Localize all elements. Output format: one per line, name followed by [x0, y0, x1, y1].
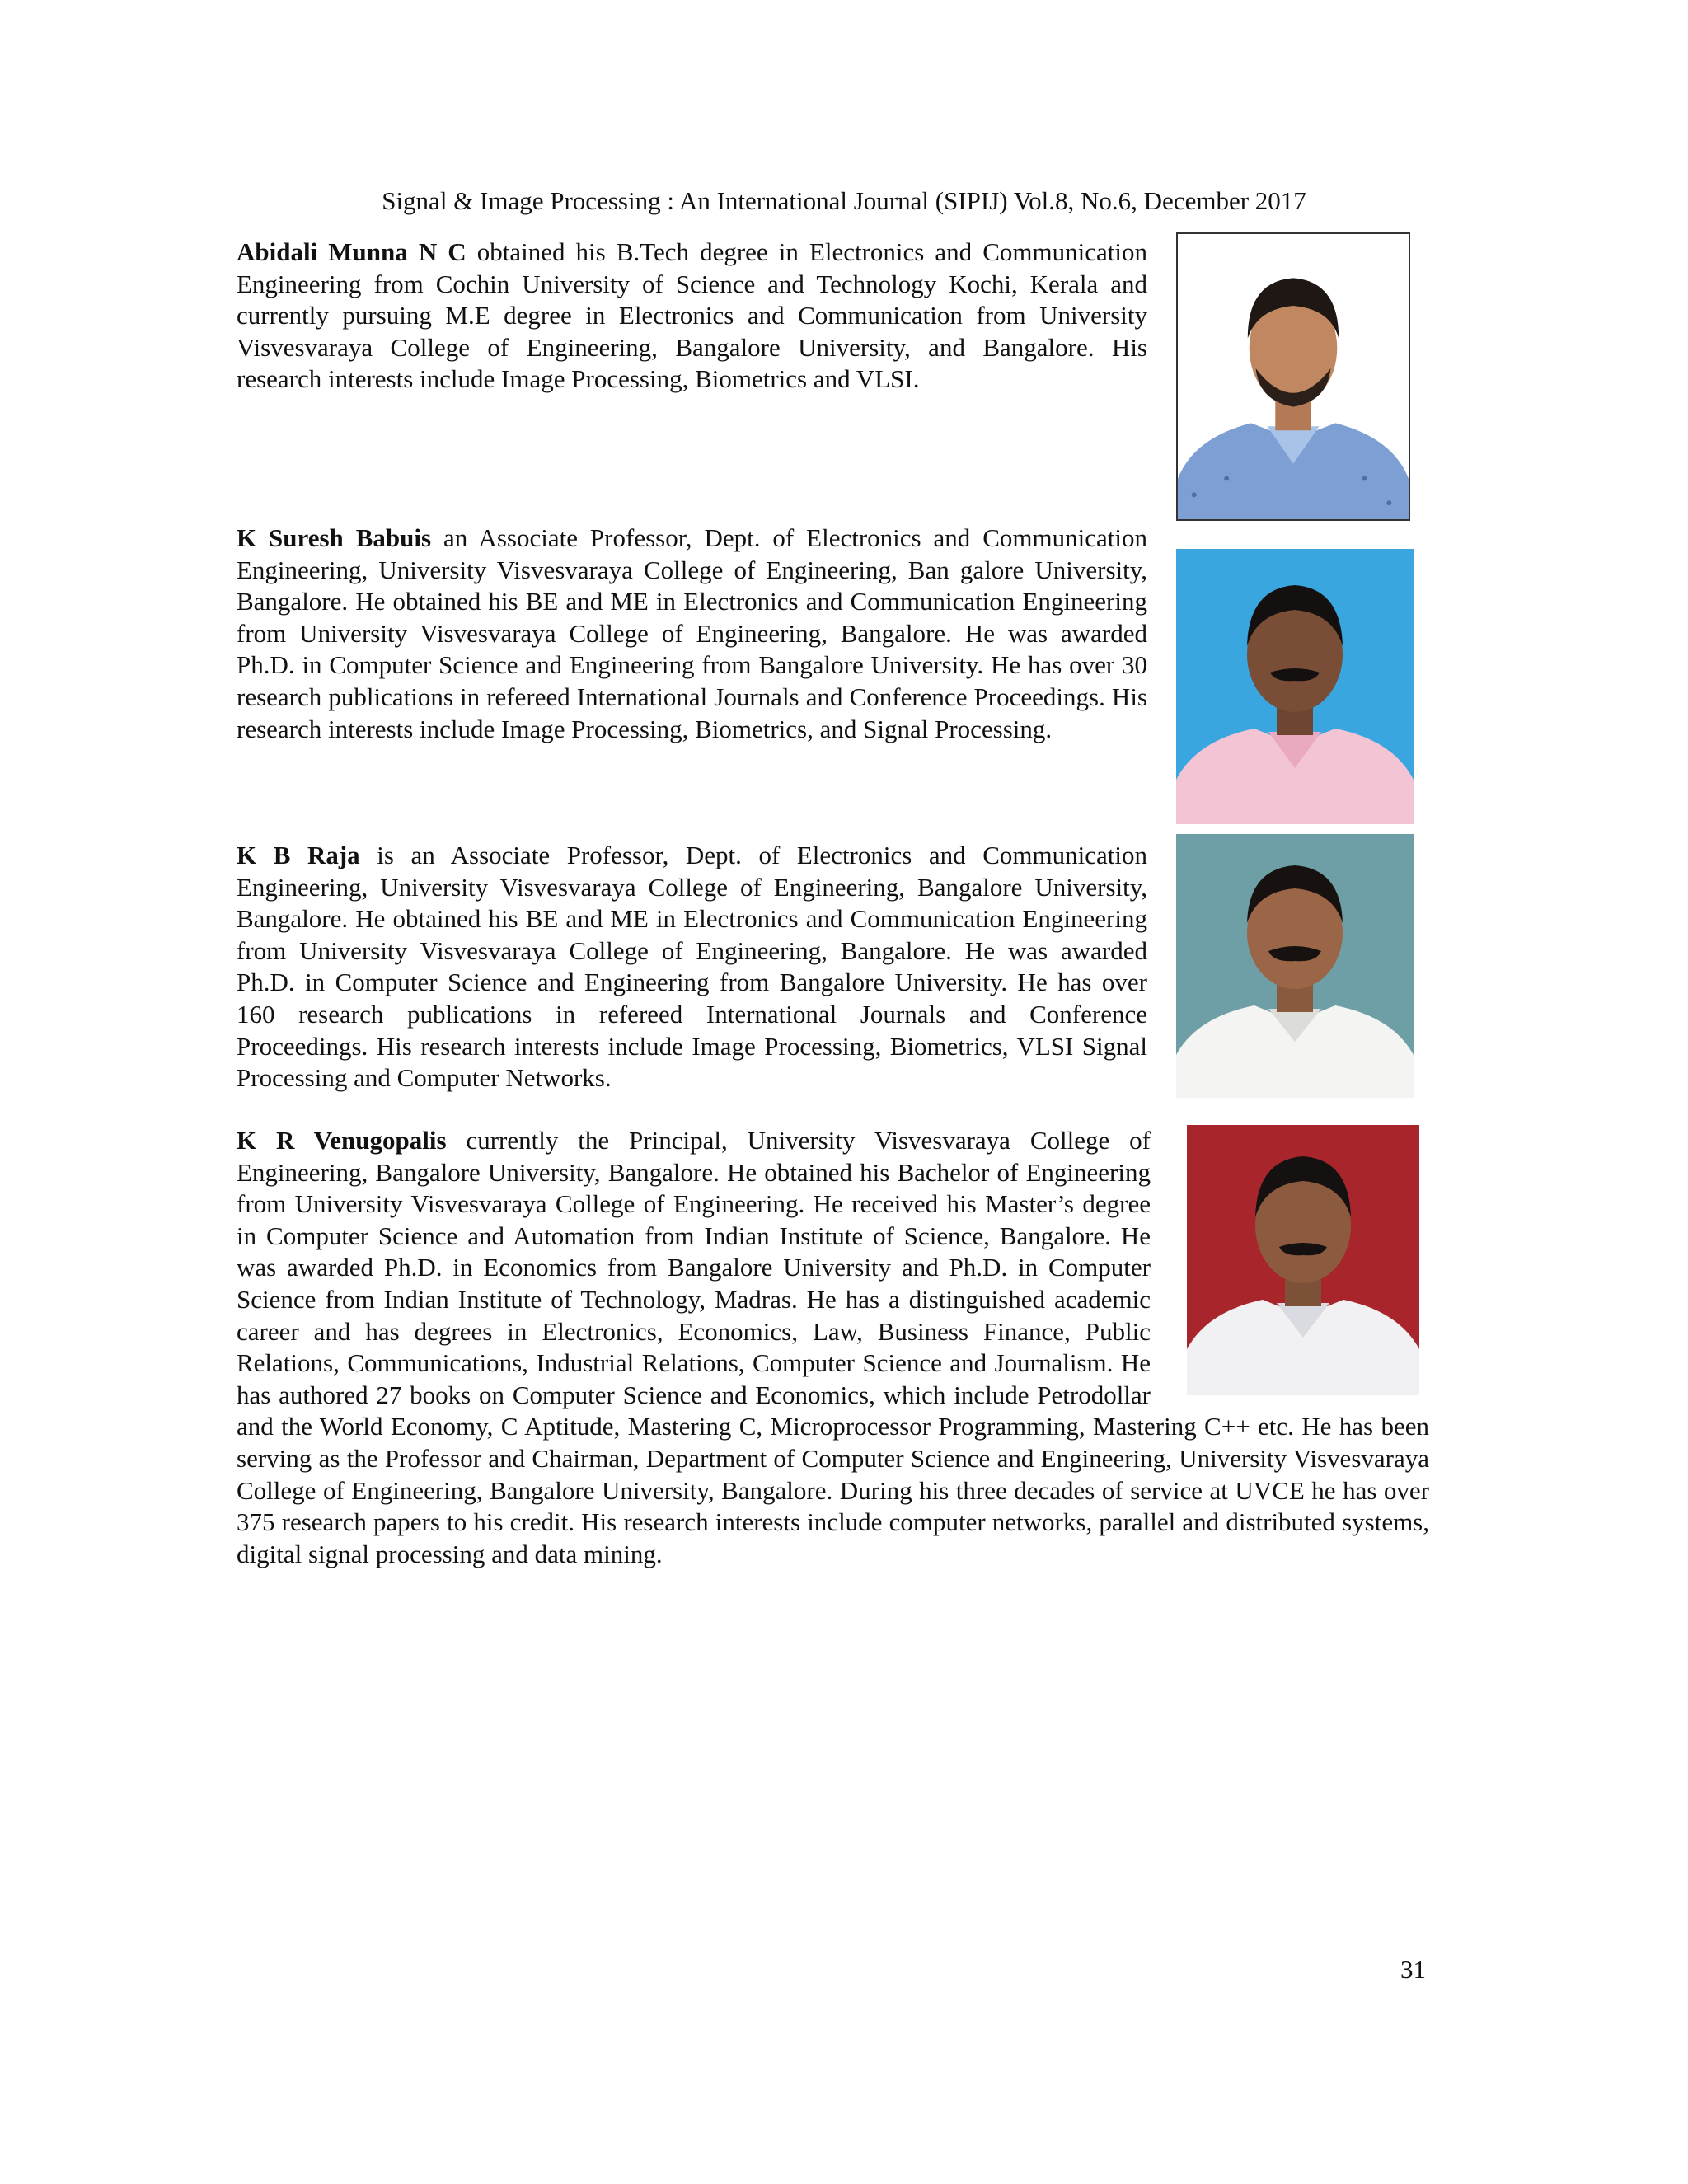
- page-number: 31: [1400, 1955, 1426, 1984]
- author-name: K R Venugopalis: [237, 1126, 447, 1155]
- author-bio-raja: [237, 840, 1147, 1094]
- author-bio-text: is an Associate Professor, Dept. of Electronics and Communication Engineering, University Visvesvaraya College of Engineering, Bangalore University, Bangalore. He obtained his BE and ME in Electronics and Communication Engineering from University Visvesvaraya College of Engineering, Bangalore. He was awarded Ph.D. in Computer Science and Engineering from Bangalore University. He has over 160 research publications in refereed International Journals and Conference Proceedings. His research interests include Image Processing, Biometrics, VLSI Signal Processing and Computer Networks.: [237, 841, 1147, 1093]
- author-bio-text: currently the Principal, University Visvesvaraya College of Engineering, Bangalore University, Bangalore. He obtained his Bachelor of Engineering from University Visvesvaraya College of Engineering. He received his Master’s degree in Computer Science and Automation from Indian Institute of Science, Bangalore. He was awarded Ph.D. in Economics from Bangalore University and Ph.D. in Computer Science from Indian Institute of Technology, Madras. He has a distinguished academic career and has degrees in Electronics, Economics, Law, Business Finance, Public Relations, Communications, Industrial Relations, Computer Science and Journalism. He has authored 27 books on Computer Science and Economics, which include Petrodollar and the World Economy, C Aptitude, Mastering C, Microprocessor Programming, Mastering C++ etc. He has been serving as the Professor and Chairman, Department of Computer Science and Engineering, University Visvesvaraya College of Engineering, Bangalore University, Bangalore. During his three decades of service at UVCE he has over 375 research papers to his credit. His research interests include computer networks, parallel and distributed systems, digital signal processing and data mining.: [237, 1126, 1429, 1568]
- author-bio-abidali: [237, 237, 1147, 396]
- author-bio-text: an Associate Professor, Dept. of Electronics and Communication Engineering, University Visvesvaraya College of Engineering, Ban galore University, Bangalore. He obtained his BE and ME in Electronics and Communication Engineering from University Visvesvaraya College of Engineering, Bangalore. He was awarded Ph.D. in Computer Science and Engineering from Bangalore University. He has over 30 research publications in refereed International Journals and Conference Proceedings. His research interests include Image Processing, Biometrics, and Signal Processing.: [237, 523, 1147, 743]
- author-bio-suresh-babu: [237, 523, 1147, 745]
- author-photo-raja: [1176, 834, 1414, 1098]
- author-name: K Suresh Babuis: [237, 523, 432, 552]
- author-name: Abidali Munna N C: [237, 237, 467, 266]
- author-bio-text: obtained his B.Tech degree in Electronics and Communication Engineering from Cochin University of Science and Technology Kochi, Kerala and currently pursuing M.E degree in Electronics and Communication from University Visvesvaraya College of Engineering, Bangalore University, and Bangalore. His research interests include Image Processing, Biometrics and VLSI.: [237, 237, 1148, 394]
- author-name: K B Raja: [237, 841, 360, 869]
- running-header: Signal & Image Processing : An International Journal (SIPIJ) Vol.8, No.6, December 2017: [382, 186, 1306, 215]
- author-photo-abidali: [1176, 232, 1410, 521]
- author-photo-venugopal: [1187, 1125, 1419, 1395]
- author-photo-suresh-babu: [1176, 549, 1414, 824]
